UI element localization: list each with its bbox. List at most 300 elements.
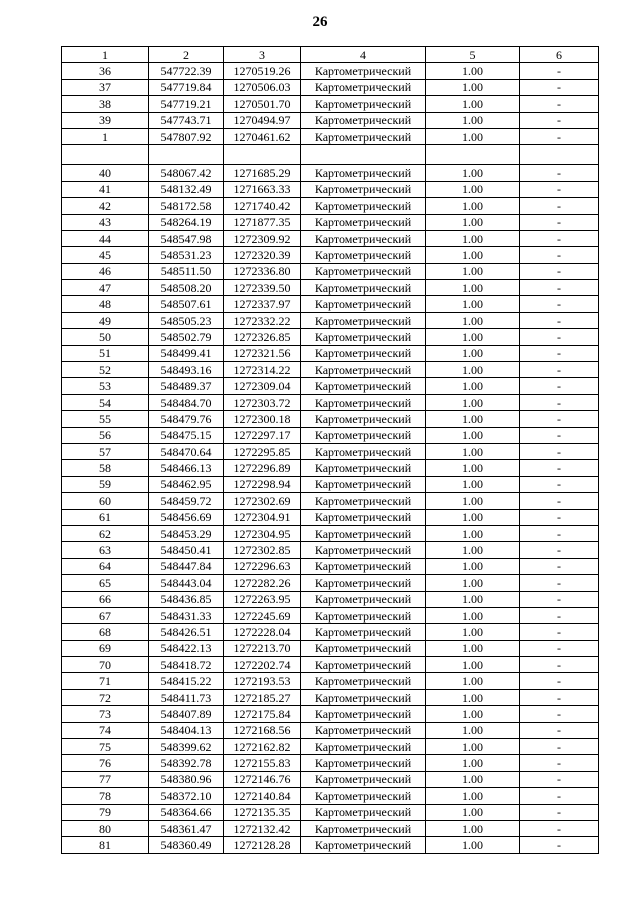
table-row <box>62 345 599 361</box>
point-number-cell: 49 <box>62 312 149 328</box>
description-cell: - <box>520 837 599 853</box>
accuracy-cell: 1.00 <box>426 112 520 128</box>
y-coordinate-cell: 1272337.97 <box>224 296 301 312</box>
x-coordinate-cell: 548372.10 <box>149 788 224 804</box>
method-cell: Картометрический <box>301 198 426 214</box>
method-cell: Картометрический <box>301 230 426 246</box>
method-cell: Картометрический <box>301 460 426 476</box>
y-coordinate-cell: 1272185.27 <box>224 689 301 705</box>
table-row <box>62 394 599 410</box>
x-coordinate-cell: 548507.61 <box>149 296 224 312</box>
y-coordinate-cell: 1272296.63 <box>224 558 301 574</box>
y-coordinate-cell: 1272303.72 <box>224 394 301 410</box>
table-row <box>62 181 599 197</box>
empty-cell <box>520 145 599 165</box>
accuracy-cell: 1.00 <box>426 263 520 279</box>
y-coordinate-cell: 1272263.95 <box>224 591 301 607</box>
y-coordinate-cell: 1272295.85 <box>224 443 301 459</box>
description-cell: - <box>520 542 599 558</box>
x-coordinate-cell: 548499.41 <box>149 345 224 361</box>
point-number-cell: 57 <box>62 443 149 459</box>
point-number-cell: 76 <box>62 755 149 771</box>
column-header: 5 <box>426 47 520 63</box>
point-number-cell: 56 <box>62 427 149 443</box>
table-row <box>62 460 599 476</box>
description-cell: - <box>520 771 599 787</box>
table-row <box>62 112 599 128</box>
x-coordinate-cell: 548484.70 <box>149 394 224 410</box>
point-number-cell: 71 <box>62 673 149 689</box>
table-row <box>62 542 599 558</box>
description-cell: - <box>520 607 599 623</box>
x-coordinate-cell: 547743.71 <box>149 112 224 128</box>
table-row <box>62 362 599 378</box>
table-row <box>62 230 599 246</box>
accuracy-cell: 1.00 <box>426 198 520 214</box>
method-cell: Картометрический <box>301 96 426 112</box>
table-row <box>62 771 599 787</box>
description-cell: - <box>520 525 599 541</box>
column-header: 3 <box>224 47 301 63</box>
y-coordinate-cell: 1272332.22 <box>224 312 301 328</box>
x-coordinate-cell: 548172.58 <box>149 198 224 214</box>
section-separator-row <box>62 145 599 165</box>
accuracy-cell: 1.00 <box>426 706 520 722</box>
point-number-cell: 58 <box>62 460 149 476</box>
empty-cell <box>149 145 224 165</box>
table-row <box>62 247 599 263</box>
description-cell: - <box>520 673 599 689</box>
description-cell: - <box>520 591 599 607</box>
method-cell: Картометрический <box>301 525 426 541</box>
y-coordinate-cell: 1272296.89 <box>224 460 301 476</box>
accuracy-cell: 1.00 <box>426 296 520 312</box>
accuracy-cell: 1.00 <box>426 771 520 787</box>
description-cell: - <box>520 788 599 804</box>
description-cell: - <box>520 378 599 394</box>
method-cell: Картометрический <box>301 575 426 591</box>
method-cell: Картометрический <box>301 427 426 443</box>
coordinates-table-body <box>62 47 599 854</box>
table-row <box>62 476 599 492</box>
accuracy-cell: 1.00 <box>426 427 520 443</box>
method-cell: Картометрический <box>301 345 426 361</box>
description-cell: - <box>520 443 599 459</box>
x-coordinate-cell: 548361.47 <box>149 820 224 836</box>
table-row <box>62 624 599 640</box>
y-coordinate-cell: 1271740.42 <box>224 198 301 214</box>
accuracy-cell: 1.00 <box>426 509 520 525</box>
y-coordinate-cell: 1272297.17 <box>224 427 301 443</box>
point-number-cell: 62 <box>62 525 149 541</box>
point-number-cell: 53 <box>62 378 149 394</box>
table-row <box>62 378 599 394</box>
y-coordinate-cell: 1270494.97 <box>224 112 301 128</box>
accuracy-cell: 1.00 <box>426 329 520 345</box>
point-number-cell: 75 <box>62 739 149 755</box>
table-row <box>62 788 599 804</box>
point-number-cell: 42 <box>62 198 149 214</box>
x-coordinate-cell: 548459.72 <box>149 493 224 509</box>
method-cell: Картометрический <box>301 214 426 230</box>
empty-cell <box>224 145 301 165</box>
accuracy-cell: 1.00 <box>426 460 520 476</box>
x-coordinate-cell: 548380.96 <box>149 771 224 787</box>
point-number-cell: 51 <box>62 345 149 361</box>
y-coordinate-cell: 1272128.28 <box>224 837 301 853</box>
accuracy-cell: 1.00 <box>426 820 520 836</box>
description-cell: - <box>520 427 599 443</box>
method-cell: Картометрический <box>301 509 426 525</box>
table-row <box>62 329 599 345</box>
y-coordinate-cell: 1272193.53 <box>224 673 301 689</box>
x-coordinate-cell: 548462.95 <box>149 476 224 492</box>
y-coordinate-cell: 1270519.26 <box>224 63 301 79</box>
y-coordinate-cell: 1272140.84 <box>224 788 301 804</box>
method-cell: Картометрический <box>301 411 426 427</box>
y-coordinate-cell: 1272146.76 <box>224 771 301 787</box>
method-cell: Картометрический <box>301 63 426 79</box>
method-cell: Картометрический <box>301 804 426 820</box>
table-row <box>62 280 599 296</box>
point-number-cell: 46 <box>62 263 149 279</box>
description-cell: - <box>520 198 599 214</box>
x-coordinate-cell: 548466.13 <box>149 460 224 476</box>
x-coordinate-cell: 548422.13 <box>149 640 224 656</box>
point-number-cell: 47 <box>62 280 149 296</box>
method-cell: Картометрический <box>301 112 426 128</box>
accuracy-cell: 1.00 <box>426 722 520 738</box>
description-cell: - <box>520 165 599 181</box>
x-coordinate-cell: 548447.84 <box>149 558 224 574</box>
column-header: 6 <box>520 47 599 63</box>
x-coordinate-cell: 548436.85 <box>149 591 224 607</box>
point-number-cell: 37 <box>62 79 149 95</box>
point-number-cell: 55 <box>62 411 149 427</box>
method-cell: Картометрический <box>301 378 426 394</box>
table-row <box>62 443 599 459</box>
y-coordinate-cell: 1271877.35 <box>224 214 301 230</box>
description-cell: - <box>520 820 599 836</box>
x-coordinate-cell: 548489.37 <box>149 378 224 394</box>
description-cell: - <box>520 739 599 755</box>
accuracy-cell: 1.00 <box>426 657 520 673</box>
x-coordinate-cell: 548132.49 <box>149 181 224 197</box>
point-number-cell: 45 <box>62 247 149 263</box>
description-cell: - <box>520 112 599 128</box>
x-coordinate-cell: 548475.15 <box>149 427 224 443</box>
point-number-cell: 50 <box>62 329 149 345</box>
table-row <box>62 128 599 144</box>
description-cell: - <box>520 128 599 144</box>
method-cell: Картометрический <box>301 591 426 607</box>
y-coordinate-cell: 1272336.80 <box>224 263 301 279</box>
table-row <box>62 739 599 755</box>
description-cell: - <box>520 411 599 427</box>
description-cell: - <box>520 96 599 112</box>
description-cell: - <box>520 460 599 476</box>
point-number-cell: 44 <box>62 230 149 246</box>
description-cell: - <box>520 624 599 640</box>
accuracy-cell: 1.00 <box>426 411 520 427</box>
point-number-cell: 36 <box>62 63 149 79</box>
description-cell: - <box>520 657 599 673</box>
description-cell: - <box>520 247 599 263</box>
method-cell: Картометрический <box>301 820 426 836</box>
table-row <box>62 575 599 591</box>
accuracy-cell: 1.00 <box>426 96 520 112</box>
y-coordinate-cell: 1272135.35 <box>224 804 301 820</box>
x-coordinate-cell: 548431.33 <box>149 607 224 623</box>
accuracy-cell: 1.00 <box>426 394 520 410</box>
point-number-cell: 54 <box>62 394 149 410</box>
x-coordinate-cell: 547719.21 <box>149 96 224 112</box>
table-row <box>62 427 599 443</box>
method-cell: Картометрический <box>301 640 426 656</box>
table-row <box>62 79 599 95</box>
accuracy-cell: 1.00 <box>426 312 520 328</box>
accuracy-cell: 1.00 <box>426 345 520 361</box>
y-coordinate-cell: 1272298.94 <box>224 476 301 492</box>
accuracy-cell: 1.00 <box>426 837 520 853</box>
table-row <box>62 493 599 509</box>
table-row <box>62 96 599 112</box>
method-cell: Картометрический <box>301 755 426 771</box>
description-cell: - <box>520 394 599 410</box>
x-coordinate-cell: 548547.98 <box>149 230 224 246</box>
y-coordinate-cell: 1270461.62 <box>224 128 301 144</box>
x-coordinate-cell: 548502.79 <box>149 329 224 345</box>
table-row <box>62 214 599 230</box>
point-number-cell: 39 <box>62 112 149 128</box>
point-number-cell: 81 <box>62 837 149 853</box>
method-cell: Картометрический <box>301 722 426 738</box>
x-coordinate-cell: 548364.66 <box>149 804 224 820</box>
empty-cell <box>426 145 520 165</box>
point-number-cell: 79 <box>62 804 149 820</box>
accuracy-cell: 1.00 <box>426 181 520 197</box>
accuracy-cell: 1.00 <box>426 689 520 705</box>
point-number-cell: 67 <box>62 607 149 623</box>
x-coordinate-cell: 548404.13 <box>149 722 224 738</box>
method-cell: Картометрический <box>301 247 426 263</box>
point-number-cell: 63 <box>62 542 149 558</box>
y-coordinate-cell: 1270506.03 <box>224 79 301 95</box>
method-cell: Картометрический <box>301 394 426 410</box>
table-row <box>62 558 599 574</box>
point-number-cell: 64 <box>62 558 149 574</box>
accuracy-cell: 1.00 <box>426 443 520 459</box>
description-cell: - <box>520 362 599 378</box>
description-cell: - <box>520 280 599 296</box>
method-cell: Картометрический <box>301 181 426 197</box>
accuracy-cell: 1.00 <box>426 525 520 541</box>
accuracy-cell: 1.00 <box>426 755 520 771</box>
table-header-row <box>62 47 599 63</box>
y-coordinate-cell: 1272282.26 <box>224 575 301 591</box>
description-cell: - <box>520 722 599 738</box>
accuracy-cell: 1.00 <box>426 493 520 509</box>
method-cell: Картометрический <box>301 329 426 345</box>
point-number-cell: 80 <box>62 820 149 836</box>
point-number-cell: 61 <box>62 509 149 525</box>
point-number-cell: 77 <box>62 771 149 787</box>
coordinates-table <box>61 46 599 854</box>
point-number-cell: 59 <box>62 476 149 492</box>
x-coordinate-cell: 548456.69 <box>149 509 224 525</box>
method-cell: Картометрический <box>301 280 426 296</box>
method-cell: Картометрический <box>301 296 426 312</box>
point-number-cell: 73 <box>62 706 149 722</box>
x-coordinate-cell: 547807.92 <box>149 128 224 144</box>
method-cell: Картометрический <box>301 739 426 755</box>
y-coordinate-cell: 1272320.39 <box>224 247 301 263</box>
method-cell: Картометрический <box>301 263 426 279</box>
y-coordinate-cell: 1272314.22 <box>224 362 301 378</box>
x-coordinate-cell: 548531.23 <box>149 247 224 263</box>
method-cell: Картометрический <box>301 443 426 459</box>
point-number-cell: 66 <box>62 591 149 607</box>
method-cell: Картометрический <box>301 165 426 181</box>
x-coordinate-cell: 548418.72 <box>149 657 224 673</box>
accuracy-cell: 1.00 <box>426 804 520 820</box>
table-row <box>62 673 599 689</box>
description-cell: - <box>520 509 599 525</box>
point-number-cell: 52 <box>62 362 149 378</box>
accuracy-cell: 1.00 <box>426 673 520 689</box>
table-row <box>62 525 599 541</box>
x-coordinate-cell: 548493.16 <box>149 362 224 378</box>
point-number-cell: 65 <box>62 575 149 591</box>
accuracy-cell: 1.00 <box>426 607 520 623</box>
table-row <box>62 296 599 312</box>
method-cell: Картометрический <box>301 476 426 492</box>
table-row <box>62 755 599 771</box>
x-coordinate-cell: 548443.04 <box>149 575 224 591</box>
x-coordinate-cell: 548415.22 <box>149 673 224 689</box>
table-row <box>62 689 599 705</box>
accuracy-cell: 1.00 <box>426 739 520 755</box>
x-coordinate-cell: 548399.62 <box>149 739 224 755</box>
x-coordinate-cell: 548508.20 <box>149 280 224 296</box>
method-cell: Картометрический <box>301 624 426 640</box>
table-row <box>62 640 599 656</box>
description-cell: - <box>520 558 599 574</box>
point-number-cell: 38 <box>62 96 149 112</box>
description-cell: - <box>520 312 599 328</box>
method-cell: Картометрический <box>301 837 426 853</box>
description-cell: - <box>520 345 599 361</box>
point-number-cell: 60 <box>62 493 149 509</box>
accuracy-cell: 1.00 <box>426 640 520 656</box>
accuracy-cell: 1.00 <box>426 575 520 591</box>
y-coordinate-cell: 1272168.56 <box>224 722 301 738</box>
description-cell: - <box>520 706 599 722</box>
description-cell: - <box>520 63 599 79</box>
x-coordinate-cell: 548407.89 <box>149 706 224 722</box>
y-coordinate-cell: 1272228.04 <box>224 624 301 640</box>
description-cell: - <box>520 181 599 197</box>
accuracy-cell: 1.00 <box>426 558 520 574</box>
column-header: 2 <box>149 47 224 63</box>
table-row <box>62 657 599 673</box>
y-coordinate-cell: 1272326.85 <box>224 329 301 345</box>
method-cell: Картометрический <box>301 312 426 328</box>
y-coordinate-cell: 1272175.84 <box>224 706 301 722</box>
table-row <box>62 198 599 214</box>
point-number-cell: 1 <box>62 128 149 144</box>
point-number-cell: 48 <box>62 296 149 312</box>
point-number-cell: 69 <box>62 640 149 656</box>
accuracy-cell: 1.00 <box>426 214 520 230</box>
point-number-cell: 74 <box>62 722 149 738</box>
x-coordinate-cell: 548411.73 <box>149 689 224 705</box>
x-coordinate-cell: 548470.64 <box>149 443 224 459</box>
method-cell: Картометрический <box>301 706 426 722</box>
y-coordinate-cell: 1272304.91 <box>224 509 301 525</box>
description-cell: - <box>520 263 599 279</box>
y-coordinate-cell: 1272132.42 <box>224 820 301 836</box>
x-coordinate-cell: 548392.78 <box>149 755 224 771</box>
accuracy-cell: 1.00 <box>426 362 520 378</box>
method-cell: Картометрический <box>301 657 426 673</box>
y-coordinate-cell: 1271663.33 <box>224 181 301 197</box>
y-coordinate-cell: 1272309.92 <box>224 230 301 246</box>
y-coordinate-cell: 1272309.04 <box>224 378 301 394</box>
y-coordinate-cell: 1272155.83 <box>224 755 301 771</box>
y-coordinate-cell: 1272213.70 <box>224 640 301 656</box>
accuracy-cell: 1.00 <box>426 788 520 804</box>
table-row <box>62 411 599 427</box>
accuracy-cell: 1.00 <box>426 476 520 492</box>
point-number-cell: 68 <box>62 624 149 640</box>
description-cell: - <box>520 689 599 705</box>
y-coordinate-cell: 1272202.74 <box>224 657 301 673</box>
table-row <box>62 837 599 853</box>
table-row <box>62 820 599 836</box>
y-coordinate-cell: 1272304.95 <box>224 525 301 541</box>
column-header: 1 <box>62 47 149 63</box>
accuracy-cell: 1.00 <box>426 280 520 296</box>
x-coordinate-cell: 548450.41 <box>149 542 224 558</box>
table-row <box>62 591 599 607</box>
x-coordinate-cell: 548505.23 <box>149 312 224 328</box>
x-coordinate-cell: 548511.50 <box>149 263 224 279</box>
x-coordinate-cell: 548479.76 <box>149 411 224 427</box>
method-cell: Картометрический <box>301 788 426 804</box>
accuracy-cell: 1.00 <box>426 591 520 607</box>
y-coordinate-cell: 1272162.82 <box>224 739 301 755</box>
description-cell: - <box>520 329 599 345</box>
point-number-cell: 40 <box>62 165 149 181</box>
method-cell: Картометрический <box>301 689 426 705</box>
description-cell: - <box>520 640 599 656</box>
method-cell: Картометрический <box>301 607 426 623</box>
table-row <box>62 607 599 623</box>
description-cell: - <box>520 296 599 312</box>
table-row <box>62 165 599 181</box>
empty-cell <box>62 145 149 165</box>
method-cell: Картометрический <box>301 362 426 378</box>
table-row <box>62 312 599 328</box>
accuracy-cell: 1.00 <box>426 79 520 95</box>
method-cell: Картометрический <box>301 128 426 144</box>
description-cell: - <box>520 214 599 230</box>
method-cell: Картометрический <box>301 771 426 787</box>
table-row <box>62 804 599 820</box>
table-row <box>62 722 599 738</box>
table-row <box>62 706 599 722</box>
